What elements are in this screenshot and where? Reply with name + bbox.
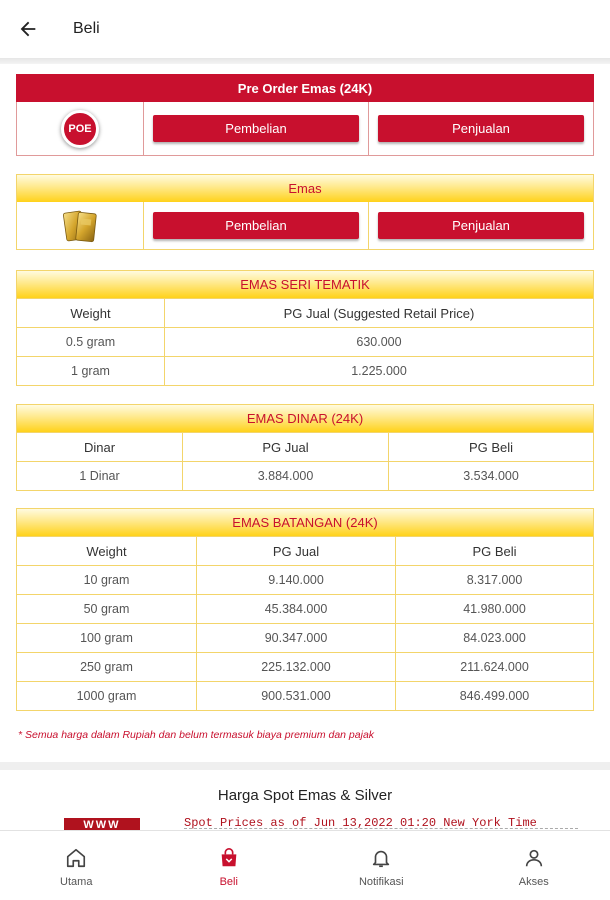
nav-label: Beli	[219, 876, 238, 888]
section-divider	[0, 762, 610, 770]
weight-cell: 1000 gram	[17, 682, 197, 711]
weight-cell: 10 gram	[17, 566, 197, 595]
table-row	[17, 328, 594, 357]
seri-tematik-card	[16, 270, 594, 386]
table-header-row	[17, 433, 594, 462]
batangan-card	[16, 508, 594, 711]
emas-sell-button[interactable]: Penjualan	[378, 212, 584, 239]
table-header-row	[17, 537, 594, 566]
spot-logo: WWW	[64, 818, 140, 830]
arrow-left-icon	[17, 18, 39, 40]
sell-price-cell: 225.132.000	[197, 653, 396, 682]
nav-item-utama[interactable]	[0, 831, 153, 900]
app-bar	[0, 0, 610, 58]
table-row	[17, 682, 594, 711]
table-row	[17, 566, 594, 595]
seri-tematik-table	[16, 298, 594, 386]
column-header: PG Beli	[396, 537, 594, 566]
column-header: Weight	[17, 537, 197, 566]
person-icon	[523, 847, 545, 869]
page-title: Beli	[73, 20, 100, 37]
column-header: PG Jual	[183, 433, 389, 462]
sell-price-cell: 3.884.000	[183, 462, 389, 491]
table-row	[17, 595, 594, 624]
column-header: PG Jual (Suggested Retail Price)	[165, 299, 594, 328]
table-row	[17, 624, 594, 653]
home-icon	[65, 847, 87, 869]
weight-cell: 50 gram	[17, 595, 197, 624]
dinar-table	[16, 432, 594, 491]
emas-title: Emas	[16, 174, 594, 202]
gold-bar-cell	[17, 202, 143, 249]
table-header-row	[17, 299, 594, 328]
column-header: Weight	[17, 299, 165, 328]
dinar-cell: 1 Dinar	[17, 462, 183, 491]
emas-card	[16, 174, 594, 250]
buy-price-cell: 8.317.000	[396, 566, 594, 595]
price-footnote: * Semua harga dalam Rupiah dan belum termasuk biaya premium dan pajak	[18, 729, 375, 741]
table-row	[17, 653, 594, 682]
sell-price-cell: 90.347.000	[197, 624, 396, 653]
nav-item-beli[interactable]	[153, 831, 306, 900]
emas-actions	[16, 202, 594, 250]
weight-cell: 0.5 gram	[17, 328, 165, 357]
column-header: PG Beli	[389, 433, 594, 462]
price-cell: 630.000	[165, 328, 594, 357]
table-row	[17, 462, 594, 491]
dinar-title: EMAS DINAR (24K)	[16, 404, 594, 432]
gold-bar-icon	[61, 208, 99, 244]
poe-badge-icon: POE	[61, 110, 99, 148]
nav-label: Notifikasi	[358, 876, 404, 888]
weight-cell: 100 gram	[17, 624, 197, 653]
pre-order-title: Pre Order Emas (24K)	[16, 74, 594, 102]
sell-price-cell: 9.140.000	[197, 566, 396, 595]
bell-icon	[370, 847, 392, 869]
table-row	[17, 357, 594, 386]
nav-item-notifikasi[interactable]	[305, 831, 458, 900]
seri-tematik-title: EMAS SERI TEMATIK	[16, 270, 594, 298]
shopping-bag-icon	[218, 847, 240, 869]
pre-order-actions	[16, 102, 594, 156]
batangan-table	[16, 536, 594, 711]
weight-cell: 250 gram	[17, 653, 197, 682]
buy-price-cell: 41.980.000	[396, 595, 594, 624]
main-content[interactable]	[0, 64, 610, 830]
poe-badge-cell	[17, 102, 143, 155]
pre-order-sell-button[interactable]: Penjualan	[378, 115, 584, 142]
price-cell: 1.225.000	[165, 357, 594, 386]
nav-label: Utama	[60, 876, 93, 888]
batangan-title: EMAS BATANGAN (24K)	[16, 508, 594, 536]
buy-price-cell: 211.624.000	[396, 653, 594, 682]
nav-item-akses[interactable]	[458, 831, 610, 900]
column-header: Dinar	[17, 433, 183, 462]
bottom-navigation	[0, 830, 610, 900]
dinar-card	[16, 404, 594, 491]
buy-price-cell: 3.534.000	[389, 462, 594, 491]
emas-buy-button[interactable]: Pembelian	[153, 212, 359, 239]
weight-cell: 1 gram	[17, 357, 165, 386]
nav-label: Akses	[518, 876, 549, 888]
spot-price-title: Harga Spot Emas & Silver	[217, 787, 393, 804]
sell-price-cell: 900.531.000	[197, 682, 396, 711]
sell-price-cell: 45.384.000	[197, 595, 396, 624]
back-button[interactable]	[0, 0, 56, 58]
spot-divider	[184, 828, 578, 829]
buy-price-cell: 84.023.000	[396, 624, 594, 653]
pre-order-card	[16, 74, 594, 156]
spot-price-timestamp: Spot Prices as of Jun 13,2022 01:20 New York Time	[184, 816, 537, 830]
column-header: PG Jual	[197, 537, 396, 566]
buy-price-cell: 846.499.000	[396, 682, 594, 711]
pre-order-buy-button[interactable]: Pembelian	[153, 115, 359, 142]
